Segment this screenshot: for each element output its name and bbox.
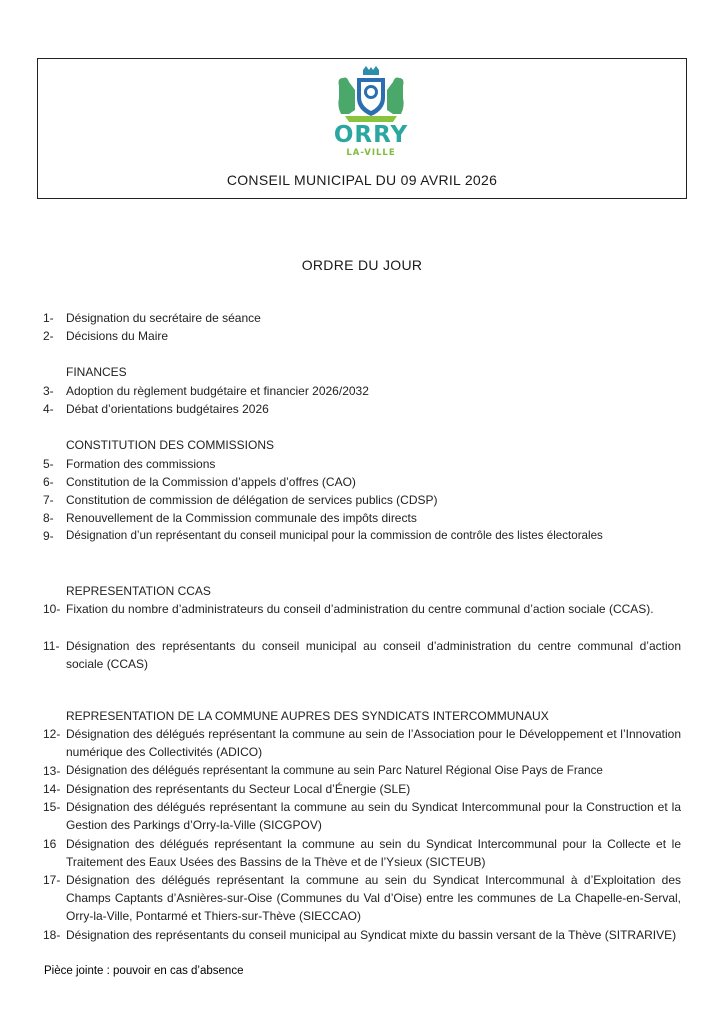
logo-wordmark: ORRY — [333, 122, 409, 148]
item-number: 14- — [43, 782, 61, 796]
agenda-item: Fixation du nombre d’administrateurs du conseil d’administration du centre communal d’action sociale (CCAS). — [66, 602, 654, 616]
item-number: 17- — [43, 873, 61, 887]
section-heading-syndicats: REPRESENTATION DE LA COMMUNE AUPRES DES SYNDICATS INTERCOMMUNAUX — [66, 709, 549, 723]
logo-subtitle: LA-VILLE — [346, 148, 396, 158]
coat-of-arms-icon — [331, 66, 411, 124]
agenda-item: Formation des commissions — [66, 457, 216, 471]
item-number: 15- — [43, 800, 61, 814]
agenda-item: Désignation des délégués représentant la commune au sein du Syndicat Intercommunal à d’Exploitation des Champs Captants d’Asnières-sur-Oise (Communes du Val d’Oise) entre les communes de La Chapelle-en-Serval, Orry-la-Ville, Pontarmé et Thiers-sur-Thève (SIECCAO) — [66, 873, 681, 924]
agenda-item: Désignation des représentants du conseil municipal au Syndicat mixte du bassin versant de la Thève (SITRARIVE) — [66, 928, 677, 942]
attachment-note: Pièce jointe : pouvoir en cas d’absence — [44, 965, 244, 977]
agenda-item: Désignation des délégués représentant la commune au sein du Syndicat Intercommunal pour la Collecte et le Traitement des Eaux Usées des Bassins de la Thève et de l’Ysieux (SICTEUB) — [66, 837, 681, 870]
item-number: 13- — [43, 764, 61, 778]
agenda-item: Désignation d’un représentant du conseil municipal pour la commission de contrôle des listes électorales — [66, 529, 603, 542]
item-number: 10- — [43, 602, 61, 616]
item-number: 12- — [43, 727, 61, 741]
section-heading-finances: FINANCES — [66, 365, 127, 379]
item-number: 18- — [43, 928, 61, 942]
item-number: 5- — [43, 457, 54, 471]
section-heading-commissions: CONSTITUTION DES COMMISSIONS — [66, 438, 275, 452]
agenda-item: Adoption du règlement budgétaire et financier 2026/2032 — [66, 384, 369, 398]
agenda-item: Désignation des délégués représentant la commune au sein du Syndicat Intercommunal pour la Construction et la Gestion des Parkings d’Orry-la-Ville (SICGPOV) — [66, 800, 681, 833]
item-number: 2- — [43, 329, 54, 343]
item-number: 6- — [43, 475, 54, 489]
agenda-item: Désignation du secrétaire de séance — [66, 311, 261, 325]
section-heading-ccas: REPRESENTATION CCAS — [66, 584, 211, 598]
town-logo — [331, 66, 411, 164]
agenda-item: Constitution de la Commission d’appels d’offres (CAO) — [66, 475, 356, 489]
item-number: 9- — [43, 529, 54, 543]
agenda-item: Désignation des délégués représentant la commune au sein Parc Naturel Régional Oise Pays de France — [66, 764, 603, 777]
item-number: 3- — [43, 384, 54, 398]
agenda-item: Décisions du Maire — [66, 329, 169, 343]
council-title: CONSEIL MUNICIPAL DU 09 AVRIL 2026 — [226, 172, 498, 188]
agenda-item: Constitution de commission de délégation de services publics (CDSP) — [66, 493, 438, 507]
agenda-item: Renouvellement de la Commission communale des impôts directs — [66, 511, 417, 525]
agenda-item: Désignation des délégués représentant la commune au sein de l’Association pour le Développement et l’Innovation numérique des Collectivités (ADICO) — [66, 727, 681, 760]
item-number: 8- — [43, 511, 54, 525]
item-number: 16 — [43, 837, 57, 851]
item-number: 4- — [43, 402, 54, 416]
agenda-item: Débat d’orientations budgétaires 2026 — [66, 402, 269, 416]
item-number: 7- — [43, 493, 54, 507]
agenda-title: ORDRE DU JOUR — [301, 257, 423, 273]
item-number: 11- — [43, 639, 60, 653]
agenda-item: Désignation des représentants du Secteur Local d’Énergie (SLE) — [66, 782, 411, 796]
agenda-item: Désignation des représentants du conseil municipal au conseil d’administration du centre communal d’action sociale (CCAS) — [66, 639, 681, 672]
item-number: 1- — [43, 311, 54, 325]
